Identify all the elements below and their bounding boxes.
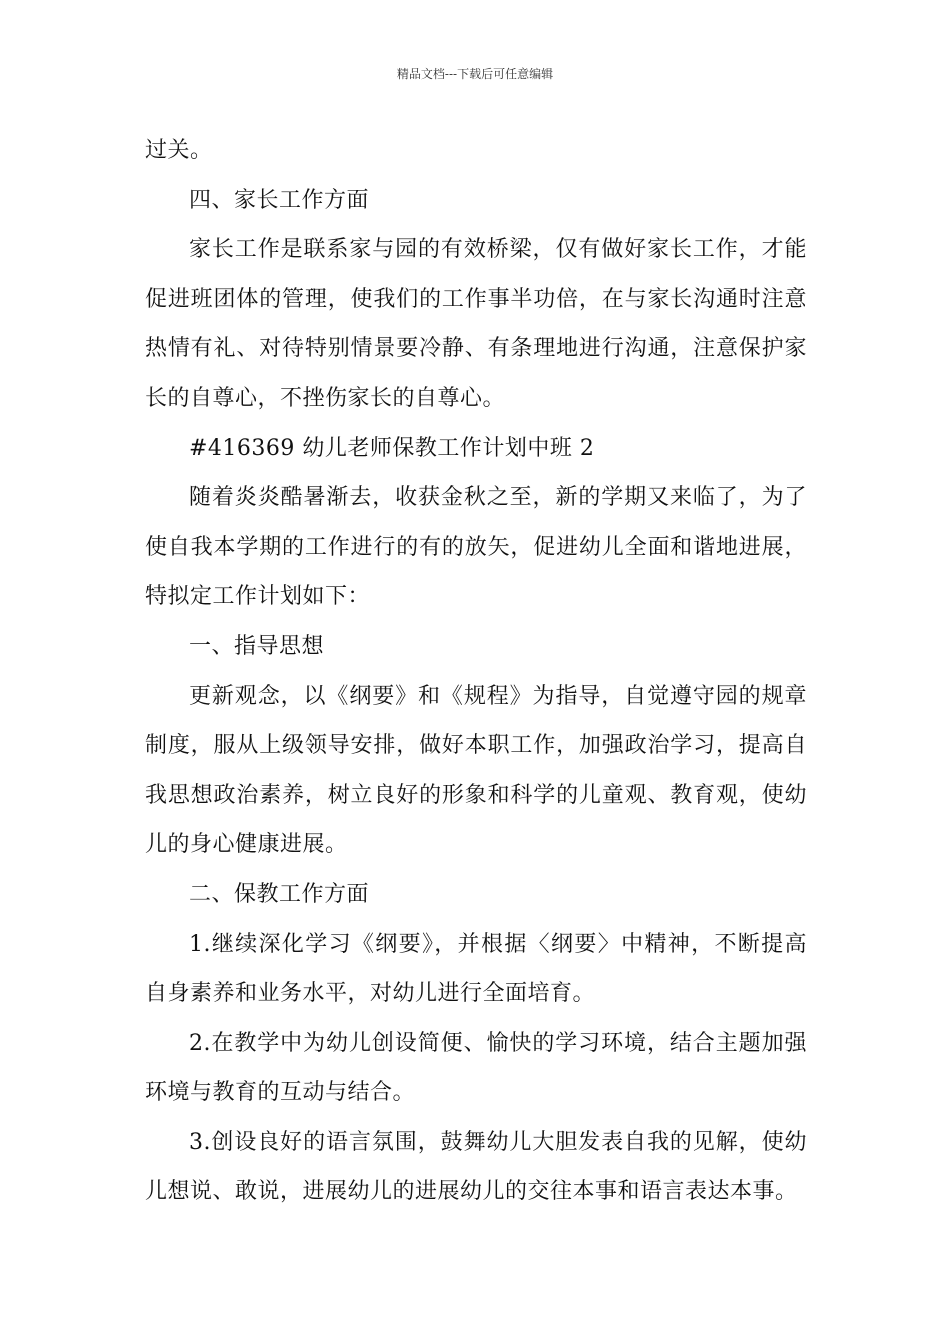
list-item-3: 3.创设良好的语言氛围，鼓舞幼儿大胆发表自我的见解，使幼儿想说、敢说，进展幼儿的进展幼儿的交往本事和语言表达本事。 <box>145 1129 807 1205</box>
paragraph-guiding-thought: 更新观念，以《纲要》和《规程》为指导，自觉遵守园的规章制度，服从上级领导安排，做好本职工作，加强政治学习，提高自我思想政治素养，树立良好的形象和科学的儿童观、教育观，使幼儿的身心健康进展。 <box>145 683 807 858</box>
section-heading-guiding-thought: 一、指导思想 <box>189 633 325 659</box>
list-item-1: 1.继续深化学习《纲要》，并根据〈纲要〉中精神，不断提高自身素养和业务水平，对幼儿进行全面培育。 <box>145 931 807 1007</box>
paragraph-continuation: 过关。 <box>145 138 213 163</box>
paragraph-parent-work: 家长工作是联系家与园的有效桥梁，仅有做好家长工作，才能促进班团体的管理，使我们的工作事半功倍，在与家长沟通时注意热情有礼、对待特别情景要冷静、有条理地进行沟通，注意保护家长的自尊心，不挫伤家长的自尊心。 <box>145 237 807 411</box>
document-body <box>145 126 807 1217</box>
document-subtitle: #416369 幼儿老师保教工作计划中班 2 <box>189 435 595 461</box>
page-header: 精品文档---下载后可任意编辑 <box>396 67 554 81</box>
section-heading-parent-work: 四、家长工作方面 <box>189 187 370 213</box>
list-item-2: 2.在教学中为幼儿创设简便、愉快的学习环境，结合主题加强环境与教育的互动与结合。 <box>145 1030 807 1106</box>
paragraph-intro: 随着炎炎酷暑渐去，收获金秋之至，新的学期又来临了，为了使自我本学期的工作进行的有的放矢，促进幼儿全面和谐地进展，特拟定工作计划如下： <box>145 485 807 610</box>
section-heading-care-education: 二、保教工作方面 <box>189 881 370 907</box>
